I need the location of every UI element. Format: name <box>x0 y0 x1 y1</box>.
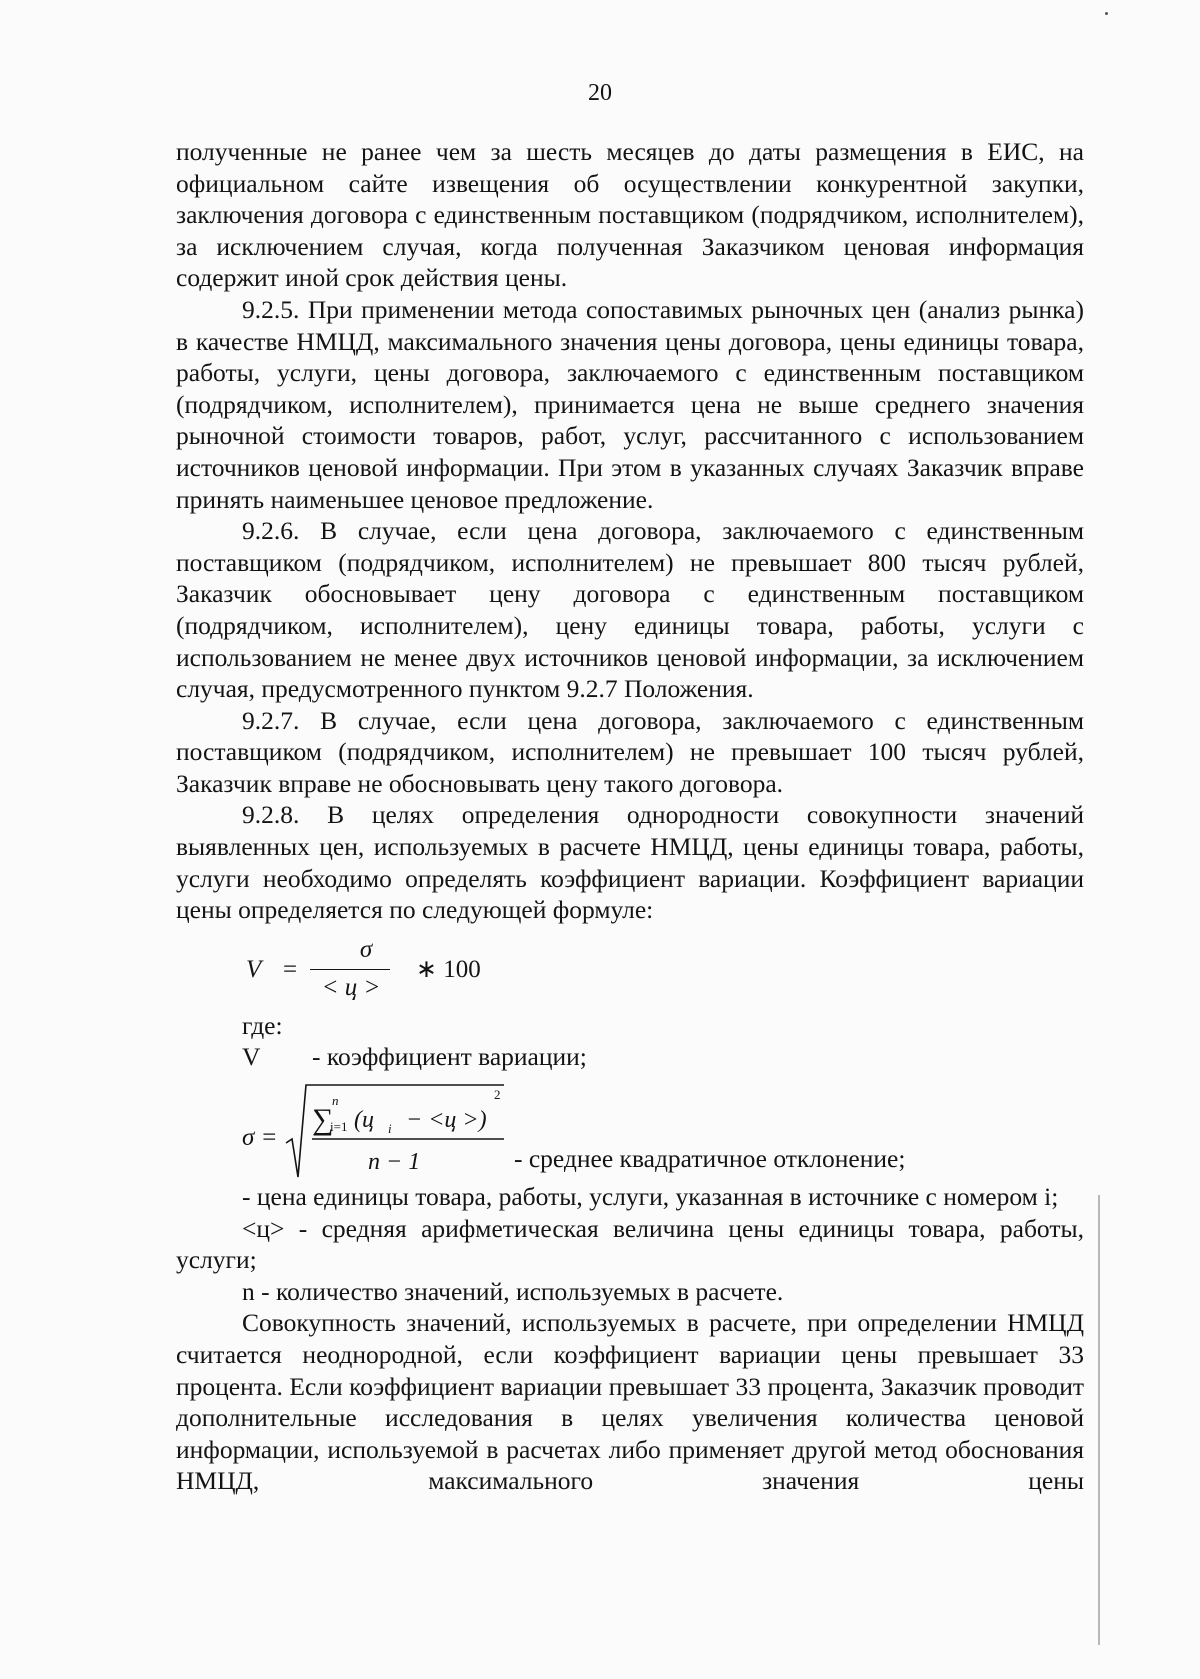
scan-dot <box>1105 12 1108 15</box>
sum-upper: n <box>332 1093 339 1109</box>
formula-denominator: < ц > <box>321 973 381 1001</box>
paragraph-continuation: полученные не ранее чем за шесть месяцев до даты размещения в ЕИС, на официальном сайте извещения об осуществлении конкурентной закупки, заключения договора с единственным поставщиком (подрядчиком, исполнителем), за исключением случая, когда полученная Заказчиком ценовая информация содержит иной срок действия цены. <box>176 137 1084 293</box>
mean-definition: <ц> - средняя арифметическая величина цены единицы товара, работы, услуги; <box>176 1213 1084 1275</box>
formula-numerator: σ <box>359 935 373 963</box>
sigma-minus-mean: − <ц >) <box>406 1107 487 1134</box>
sigma-formula-graphic <box>242 1077 512 1181</box>
fraction-bar <box>310 969 390 970</box>
scan-edge-line <box>1098 1195 1100 1645</box>
sigma-denominator: n − 1 <box>368 1149 421 1176</box>
variation-coefficient-formula <box>176 934 1084 1008</box>
sum-sign: ∑ <box>312 1103 334 1137</box>
sigma-description: - среднее квадратичное отклонение; <box>514 1144 906 1174</box>
formula-equals: = <box>283 955 298 983</box>
paragraph-9-2-5: 9.2.5. При применении метода сопоставимых рыночных цен (анализ рынка) в качестве НМЦД, максимального значения цены договора, цены единицы товара, работы, услуги, цены договора, заключаемого с единственным поставщиком (подрядчиком, исполнителем), принимается цена не выше среднего значения рыночной стоимости товаров, работ, услуг, рассчитанного с использованием источников ценовой информации. При этом в указанных случаях Заказчик вправе принять наименьшее ценовое предложение. <box>176 294 1084 514</box>
v-text: - коэффициент вариации; <box>312 1042 587 1072</box>
n-definition: n - количество значений, используемых в расчете. <box>242 1276 784 1306</box>
formula-lhs: V <box>246 955 262 983</box>
document-body <box>176 136 1084 1497</box>
page-number: 20 <box>588 80 612 106</box>
sigma-lhs: σ = <box>242 1124 278 1152</box>
formula-multiplier: ∗ 100 <box>416 955 481 983</box>
where-label: где: <box>242 1010 283 1040</box>
sigma-term-sub: i <box>388 1121 392 1137</box>
sigma-power: 2 <box>494 1087 501 1103</box>
v-definition <box>176 1041 1084 1073</box>
paragraph-9-2-6: 9.2.6. В случае, если цена договора, заключаемого с единственным поставщиком (подрядчиком, исполнителем) не превышает 800 тысяч рублей, Заказчик обосновывает цену договора с единственным поставщиком (подрядчиком, исполнителем), цену единицы товара, работы, услуги с использованием не менее двух источников ценовой информации, за исключением случая, предусмотренного пунктом 9.2.7 Положения. <box>176 516 1084 704</box>
ci-definition: - цена единицы товара, работы, услуги, указанная в источнике с номером i; <box>242 1182 1059 1212</box>
sigma-term: (ц <box>354 1107 374 1134</box>
sum-lower: i=1 <box>330 1119 348 1135</box>
paragraph-9-2-8: 9.2.8. В целях определения однородности совокупности значений выявленных цен, используемых в расчете НМЦД, цены единицы товара, работы, услуги необходимо определять коэффициент вариации. Коэффициент вариации цены определяется по следующей формуле: <box>176 800 1084 925</box>
paragraph-9-2-7: 9.2.7. В случае, если цена договора, заключаемого с единственным поставщиком (подрядчиком, исполнителем) не превышает 100 тысяч рублей, Заказчик вправе не обосновывать цену такого договора. <box>176 705 1084 798</box>
final-paragraph: Совокупность значений, используемых в расчете, при определении НМЦД считается неоднородной, если коэффициент вариации цены превышает 33 процента. Если коэффициент вариации превышает 33 процента, Заказчик проводит дополнительные исследования в целях увеличения количества ценовой информации, используемой в расчетах либо применяет другой метод обоснования НМЦД, максимального значения цены <box>176 1308 1084 1496</box>
std-deviation-formula <box>176 1073 1084 1181</box>
v-symbol: V <box>242 1042 261 1072</box>
